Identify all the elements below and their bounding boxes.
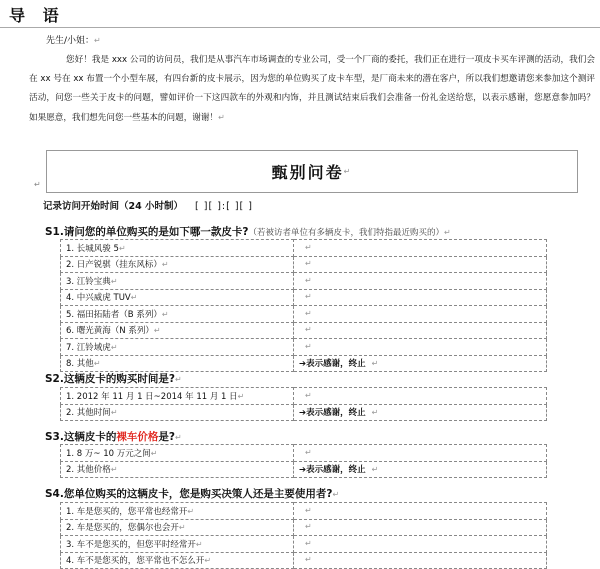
table-row[interactable]: 4. 车不是您买的，您平常也不怎么开↵ ↵ (61, 552, 547, 569)
table-row[interactable]: 8. 其他↵ ➔表示感谢，终止 ↵ (61, 355, 547, 372)
table-row[interactable]: 6. 曙光黄海（N 系列）↵ ↵ (61, 322, 547, 339)
table-row[interactable]: 1. 2012 年 11 月 1 日~2014 年 11 月 1 日↵ ↵ (61, 388, 547, 405)
intro-paragraph: 您好！我是 xxx 公司的访问员，我们是从事汽车市场调查的专业公司，受一个厂商的委托，我们正在进行一项皮卡买车评测的活动，我们会在 xx 号在 xx 布置一个小型车展，有四台新的皮卡展示，因为您的单位购买了皮卡车型，是厂商未来的潜在客户，所以我们想邀请您来参加这个测评活动，问您一些关于皮卡的问题，譬如评价一下这四款车的外观和内饰，并且测试结束后我们会准备一份礼金送给您，以表示感谢，您愿意参加吗？如果愿意，我们想先问您一些基本的问题，谢谢！↵ (29, 55, 595, 123)
table-row[interactable]: 2. 日产锐骐（挂东风标）↵ ↵ (61, 256, 547, 273)
start-time-brackets: [ ][ ]:[ ][ ] (195, 201, 253, 212)
table-row[interactable]: 3. 车不是您买的，但您平时经常开↵ ↵ (61, 536, 547, 553)
table-row[interactable]: 1. 车是您买的，您平常也经常开↵ ↵ (61, 503, 547, 520)
question-s3-title: S3.这辆皮卡的裸车价格是?↵ (45, 431, 182, 443)
table-row[interactable]: 2. 车是您买的，您偶尔也会开↵ ↵ (61, 519, 547, 536)
table-row[interactable]: 7. 江铃域虎↵ ↵ (61, 339, 547, 356)
price-highlight: 裸车价格 (116, 431, 159, 443)
greeting: 先生/小姐：↵ (46, 36, 101, 46)
question-s4-title: S4.您单位购买的这辆皮卡，您是购买决策人还是主要使用者?↵ (45, 488, 340, 500)
question-s2-options (60, 387, 547, 421)
table-row[interactable]: 1. 8 万~ 10 万元之间↵ ↵ (61, 445, 547, 462)
start-time-label: 记录访问开始时间（24 小时制） [ ][ ]:[ ][ ] (43, 201, 253, 212)
table-row[interactable]: 4. 中兴威虎 TUV↵ ↵ (61, 289, 547, 306)
paragraph-mark: ↵ (34, 180, 41, 189)
question-s1-title: S1.请问您的单位购买的是如下哪一款皮卡?（若被访者单位有多辆皮卡，我们特指最近购买的）↵ (45, 226, 451, 238)
question-s3-options (60, 444, 547, 478)
question-s1-options (60, 239, 547, 372)
question-s2-title: S2.这辆皮卡的购买时间是?↵ (45, 373, 182, 385)
table-row[interactable]: 3. 江铃宝典↵ ↵ (61, 273, 547, 290)
table-row[interactable]: 2. 其他时间↵ ➔表示感谢，终止 ↵ (61, 404, 547, 421)
table-row[interactable]: 2. 其他价格↵ ➔表示感谢，终止 ↵ (61, 461, 547, 478)
questionnaire-title: 甄别问卷 ↵ (46, 150, 578, 193)
title-rule (0, 27, 600, 28)
question-s4-options (60, 502, 547, 569)
table-row[interactable]: 1. 长城风骏 5↵ ↵ (61, 240, 547, 257)
guide-title: 导 语 (9, 6, 65, 25)
table-row[interactable]: 5. 福田拓陆者（B 系列）↵ ↵ (61, 306, 547, 323)
